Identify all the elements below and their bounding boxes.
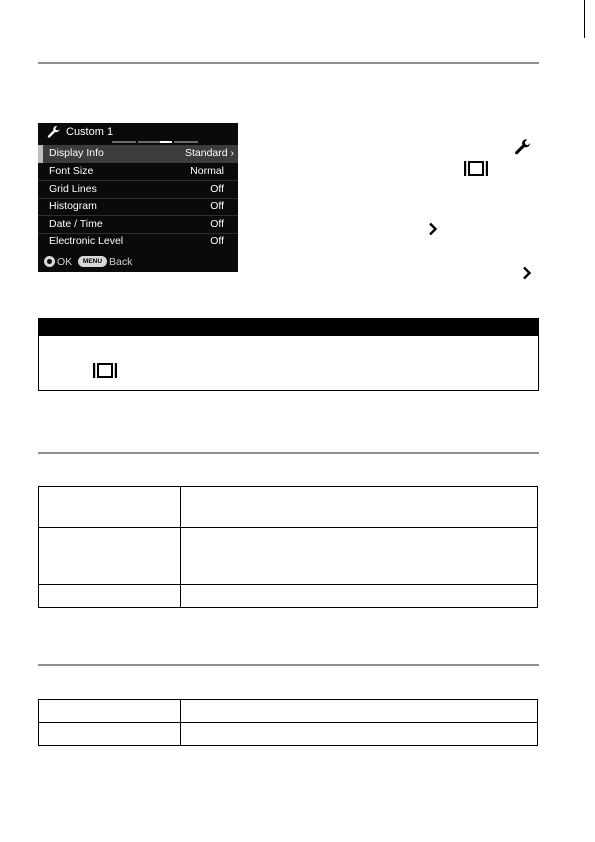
menu-button-icon: MENU: [78, 256, 107, 267]
page-edge-mark: [584, 0, 585, 38]
menu-item-label: Grid Lines: [49, 182, 97, 195]
menu-item-date-time[interactable]: [38, 216, 238, 234]
menu-item-label: Display Info: [49, 147, 104, 159]
tab-indicator: [138, 141, 162, 143]
table-row: [39, 700, 538, 723]
table-cell: [181, 487, 538, 528]
screen-title: Custom 1: [66, 126, 114, 138]
table-row: [39, 585, 538, 608]
wrench-icon: [514, 138, 532, 156]
options-table: [38, 699, 538, 746]
table-cell: [39, 723, 181, 746]
table-row: [39, 528, 538, 585]
menu-item-label: Electronic Level: [49, 235, 124, 248]
display-frame-icon: [463, 160, 489, 177]
options-table: [38, 486, 538, 608]
section-rule: [38, 452, 539, 454]
menu-item-value: Standard ›: [184, 147, 234, 159]
menu-item-grid-lines[interactable]: [38, 181, 238, 199]
wrench-icon: [47, 125, 61, 139]
chevron-right-icon: [428, 222, 438, 236]
menu-item-label: Histogram: [49, 200, 97, 213]
table-cell: [39, 528, 181, 585]
tab-indicator-active: [160, 141, 172, 143]
menu-item-label: Date / Time: [49, 217, 103, 230]
menu-item-electronic-level[interactable]: [38, 233, 238, 251]
table-cell: [39, 700, 181, 723]
table-cell: [39, 585, 181, 608]
table-cell: [181, 700, 538, 723]
note-header: [38, 318, 539, 336]
display-frame-icon: [92, 362, 118, 379]
screen-footer: [38, 253, 238, 272]
table-cell: [181, 585, 538, 608]
chevron-right-icon: [522, 266, 532, 280]
ok-label: OK: [57, 256, 73, 268]
section-rule: [38, 664, 539, 666]
table-row: [39, 487, 538, 528]
menu-item-label: Font Size: [49, 165, 94, 177]
tab-indicator: [174, 141, 198, 143]
camera-menu-screen: [38, 123, 238, 272]
menu-item-value: Off: [210, 182, 224, 195]
table-cell: [181, 528, 538, 585]
menu-item-value: Off: [210, 235, 224, 248]
section-rule: [38, 62, 539, 64]
menu-item-histogram[interactable]: [38, 198, 238, 216]
menu-item-value: Normal: [190, 165, 224, 177]
selection-bar: [38, 145, 43, 163]
ok-button-icon: [44, 256, 55, 267]
menu-item-value: Off: [210, 217, 224, 230]
menu-item-value: Off: [210, 200, 224, 213]
menu-item-display-info[interactable]: [38, 145, 238, 163]
menu-item-font-size[interactable]: [38, 163, 238, 181]
screen-title-bar: [38, 123, 238, 142]
table-cell: [39, 487, 181, 528]
tab-indicator: [112, 141, 136, 143]
table-cell: [181, 723, 538, 746]
back-label: Back: [109, 256, 133, 268]
table-row: [39, 723, 538, 746]
